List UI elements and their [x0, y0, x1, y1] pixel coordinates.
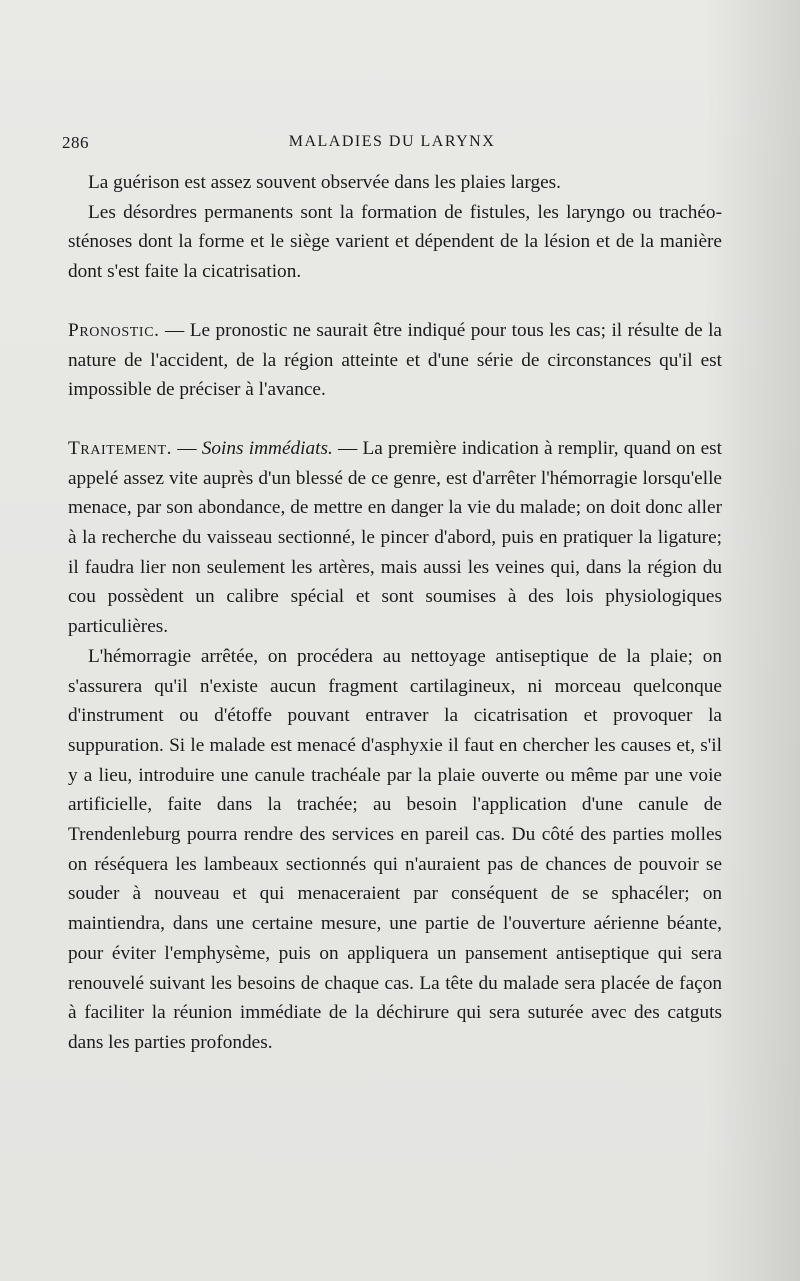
paragraph-guerison: La guérison est assez souvent observée dans les plaies larges.	[88, 172, 561, 193]
paragraph-traitement	[68, 434, 722, 642]
pronostic-text: — Le pronostic ne saurait être indiqué pour tous les cas; il résulte de la nature de l'accident, de la région atteinte et d'une série de circonstances qu'il est impossible de préciser à l'avance.	[68, 319, 722, 401]
traitement-text: — La première indication à remplir, quand on est appelé assez vite auprès d'un blessé de ce genre, est d'arrêter l'hémorragie lorsqu'elle menace, par son abondance, de mettre en danger la vie du malade; on doit donc aller à la recherche du vaisseau sectionné, le pincer d'abord, puis en pratiquer la ligature; il faudra lier non seulement les artères, mais aussi les veines qui, dans la région du cou possèdent un calibre spécial et sont soumises à des lois physiologiques particulières.	[68, 437, 723, 638]
section-gap	[68, 405, 722, 434]
page-header	[62, 133, 722, 157]
section-gap	[68, 287, 722, 316]
paragraph-desordres: Les désordres permanents sont la formation de fistules, les laryngo ou trachéo-sténoses dont la forme et le siège varient et dépendent de la lésion et de la manière dont s'est faite la cicatrisation.	[68, 201, 722, 283]
traitement-subheading: Soins immédiats.	[201, 437, 333, 459]
paragraph-hemorragie: L'hémorragie arrêtée, on procédera au nettoyage antiseptique de la plaie; on s'assurera qu'il n'existe aucun fragment cartilagineux, ni morceau quelconque d'instrument ou d'étoffe pouvant entraver la cicatrisation et provoquer la suppuration. Si le malade est menacé d'asphyxie il faut en chercher les causes et, s'il y a lieu, introduire une canule trachéale par la plaie ouverte ou même par une voie artificielle, faite dans la trachée; au besoin l'application d'une canule de Trendenleburg pourra rendre des services en pareil cas. Du côté des parties molles on réséquera les lambeaux sectionnés qui n'auraient pas de chances de pouvoir se souder à nouveau et qui menaceraient par conséquent de se sphacéler; on maintiendra, dans une certaine mesure, une partie de l'ouverture aérienne béante, pour éviter l'emphysème, puis on appliquera un pansement antiseptique qui sera renouvelé suivant les besoins de chaque cas. La tête du malade sera placée de façon à faciliter la réunion immédiate de la déchirure qui sera suturée avec des catguts dans les parties profondes.	[68, 645, 722, 1053]
pronostic-heading: Pronostic.	[68, 319, 160, 341]
body-text	[68, 168, 722, 1058]
running-title: MALADIES DU LARYNX	[288, 133, 496, 150]
traitement-dash: —	[172, 437, 202, 459]
paragraph-pronostic	[68, 316, 722, 405]
page-number: 286	[62, 133, 89, 152]
traitement-heading: Traitement.	[68, 437, 173, 459]
